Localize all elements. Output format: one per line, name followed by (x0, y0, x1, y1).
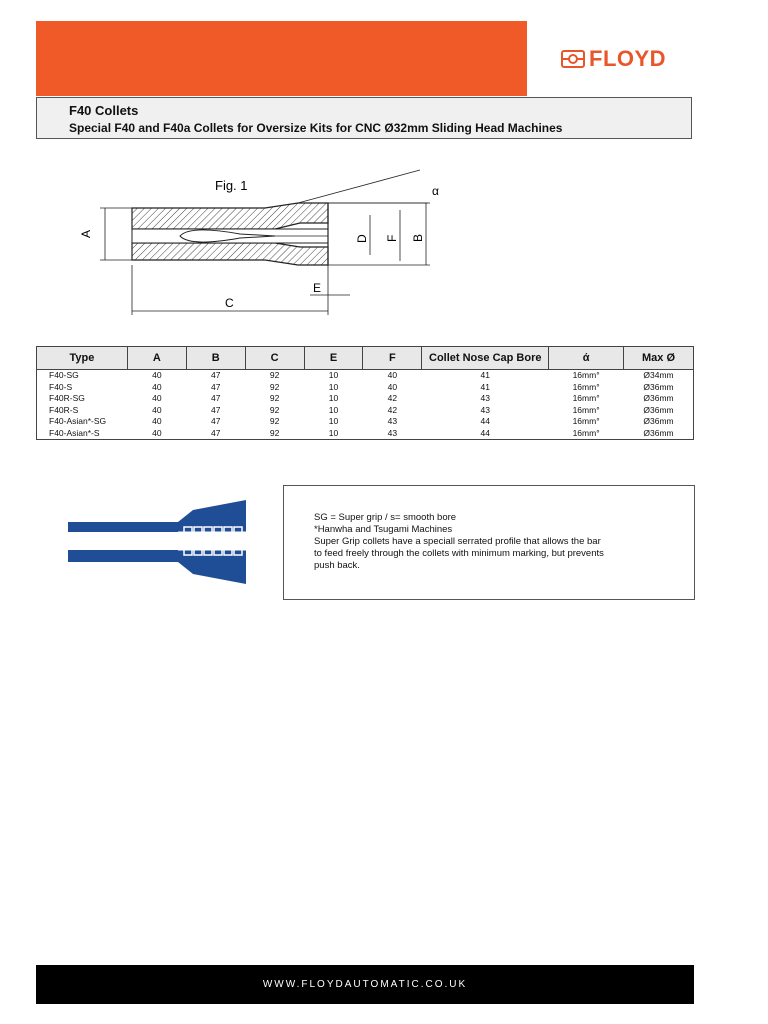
cell: 92 (269, 416, 280, 427)
cell-type: F40-Asian*-S (37, 428, 128, 440)
figure-label: Fig. 1 (215, 178, 248, 193)
floyd-emblem-icon (561, 48, 585, 70)
cell: 43 (480, 393, 490, 404)
cell: Ø36mm (624, 428, 694, 440)
dimension-b-label: B (411, 233, 425, 242)
header-f: F (363, 347, 422, 370)
note-line: to feed freely through the collets with minimum marking, but prevents (314, 548, 604, 559)
header-type: Type (37, 347, 128, 370)
cell: 42 (387, 404, 398, 415)
cell-type: F40R-SG (37, 393, 128, 405)
dimension-d-label: D (355, 234, 369, 243)
cell: 92 (269, 370, 280, 381)
table-row (37, 370, 694, 382)
cell: 40 (152, 416, 162, 427)
cell: 41 (480, 370, 490, 381)
cell: 40 (152, 393, 162, 404)
header-max-diameter: Max Ø (624, 347, 694, 370)
cell: 47 (210, 381, 221, 392)
page-subtitle: Special F40 and F40a Collets for Oversize Kits for CNC Ø32mm Sliding Head Machines (69, 121, 563, 135)
cell: 92 (269, 393, 280, 404)
cell: 40 (152, 381, 162, 392)
cell: 47 (210, 416, 221, 427)
dimension-a-label: A (79, 229, 93, 238)
super-grip-collet-illustration (68, 496, 248, 586)
cell: Ø34mm (624, 370, 694, 382)
collet-lower-body (132, 243, 328, 265)
cell: 16mm° (572, 370, 600, 381)
cell: 47 (210, 370, 221, 381)
header-c: C (245, 347, 304, 370)
note-line: Super Grip collets have a speciall serrated profile that allows the bar (314, 536, 601, 547)
cell: 16mm° (572, 416, 600, 427)
cell: 16mm° (572, 404, 600, 415)
cell-type: F40-S (37, 382, 128, 394)
title-box (36, 97, 692, 139)
cell: Ø36mm (624, 416, 694, 428)
header-orange-band (36, 21, 527, 96)
cell: 43 (480, 404, 490, 415)
cell: 10 (328, 393, 339, 404)
cell: 92 (269, 404, 280, 415)
cell: 40 (387, 370, 398, 381)
note-line: push back. (314, 560, 360, 571)
footer-bar (36, 965, 694, 1004)
table-row (37, 393, 694, 405)
logo-text: FLOYD (589, 46, 667, 71)
cell: 47 (210, 404, 221, 415)
cell: 10 (328, 404, 339, 415)
cell: 16mm° (549, 428, 624, 440)
table-row (37, 405, 694, 417)
collet-spec-table (36, 346, 694, 440)
header-a: A (127, 347, 186, 370)
table-row (37, 428, 694, 440)
cell: 40 (387, 381, 398, 392)
note-line: *Hanwha and Tsugami Machines (314, 524, 453, 535)
dimension-e-label: E (313, 281, 322, 295)
floyd-logo (561, 46, 666, 72)
cell: 10 (328, 381, 339, 392)
footer-website-link[interactable]: WWW.FLOYDAUTOMATIC.CO.UK (262, 979, 468, 990)
cell: 40 (152, 370, 162, 381)
cell: 16mm° (572, 381, 600, 392)
header-alpha: ά (549, 347, 624, 370)
cell: 44 (480, 416, 490, 427)
collet-technical-drawing (60, 165, 460, 325)
collet-upper-body (132, 203, 328, 229)
cell: 16mm° (572, 393, 600, 404)
cell: 44 (422, 428, 549, 440)
note-line: SG = Super grip / s= smooth bore (314, 512, 457, 523)
cell: 47 (210, 393, 221, 404)
cell: Ø36mm (624, 405, 694, 417)
page-title: F40 Collets (69, 103, 139, 118)
table-header-row (37, 347, 694, 370)
table-row (37, 382, 694, 394)
dimension-c-label: C (225, 296, 234, 310)
cell: 40 (152, 404, 162, 415)
cell: 43 (387, 416, 398, 427)
cell-type: F40-Asian*-SG (37, 416, 128, 428)
table-row (37, 416, 694, 428)
cell: 42 (387, 393, 398, 404)
cell: 10 (328, 370, 339, 381)
header-nose-cap-bore: Collet Nose Cap Bore (422, 347, 549, 370)
dimension-alpha-label: α (432, 184, 439, 198)
cell: Ø36mm (624, 382, 694, 394)
cell: 43 (363, 428, 422, 440)
cell-type: F40R-S (37, 405, 128, 417)
header-e: E (304, 347, 363, 370)
cell: 47 (186, 428, 245, 440)
cell: 92 (269, 381, 280, 392)
cell: 40 (127, 428, 186, 440)
cell: 10 (304, 428, 363, 440)
dimension-f-label: F (385, 234, 399, 242)
cell: 92 (245, 428, 304, 440)
cell-type: F40-SG (37, 370, 128, 382)
header-b: B (186, 347, 245, 370)
cell: Ø36mm (624, 393, 694, 405)
notes-box (283, 485, 695, 600)
cell: 41 (480, 381, 490, 392)
cell: 10 (328, 416, 339, 427)
